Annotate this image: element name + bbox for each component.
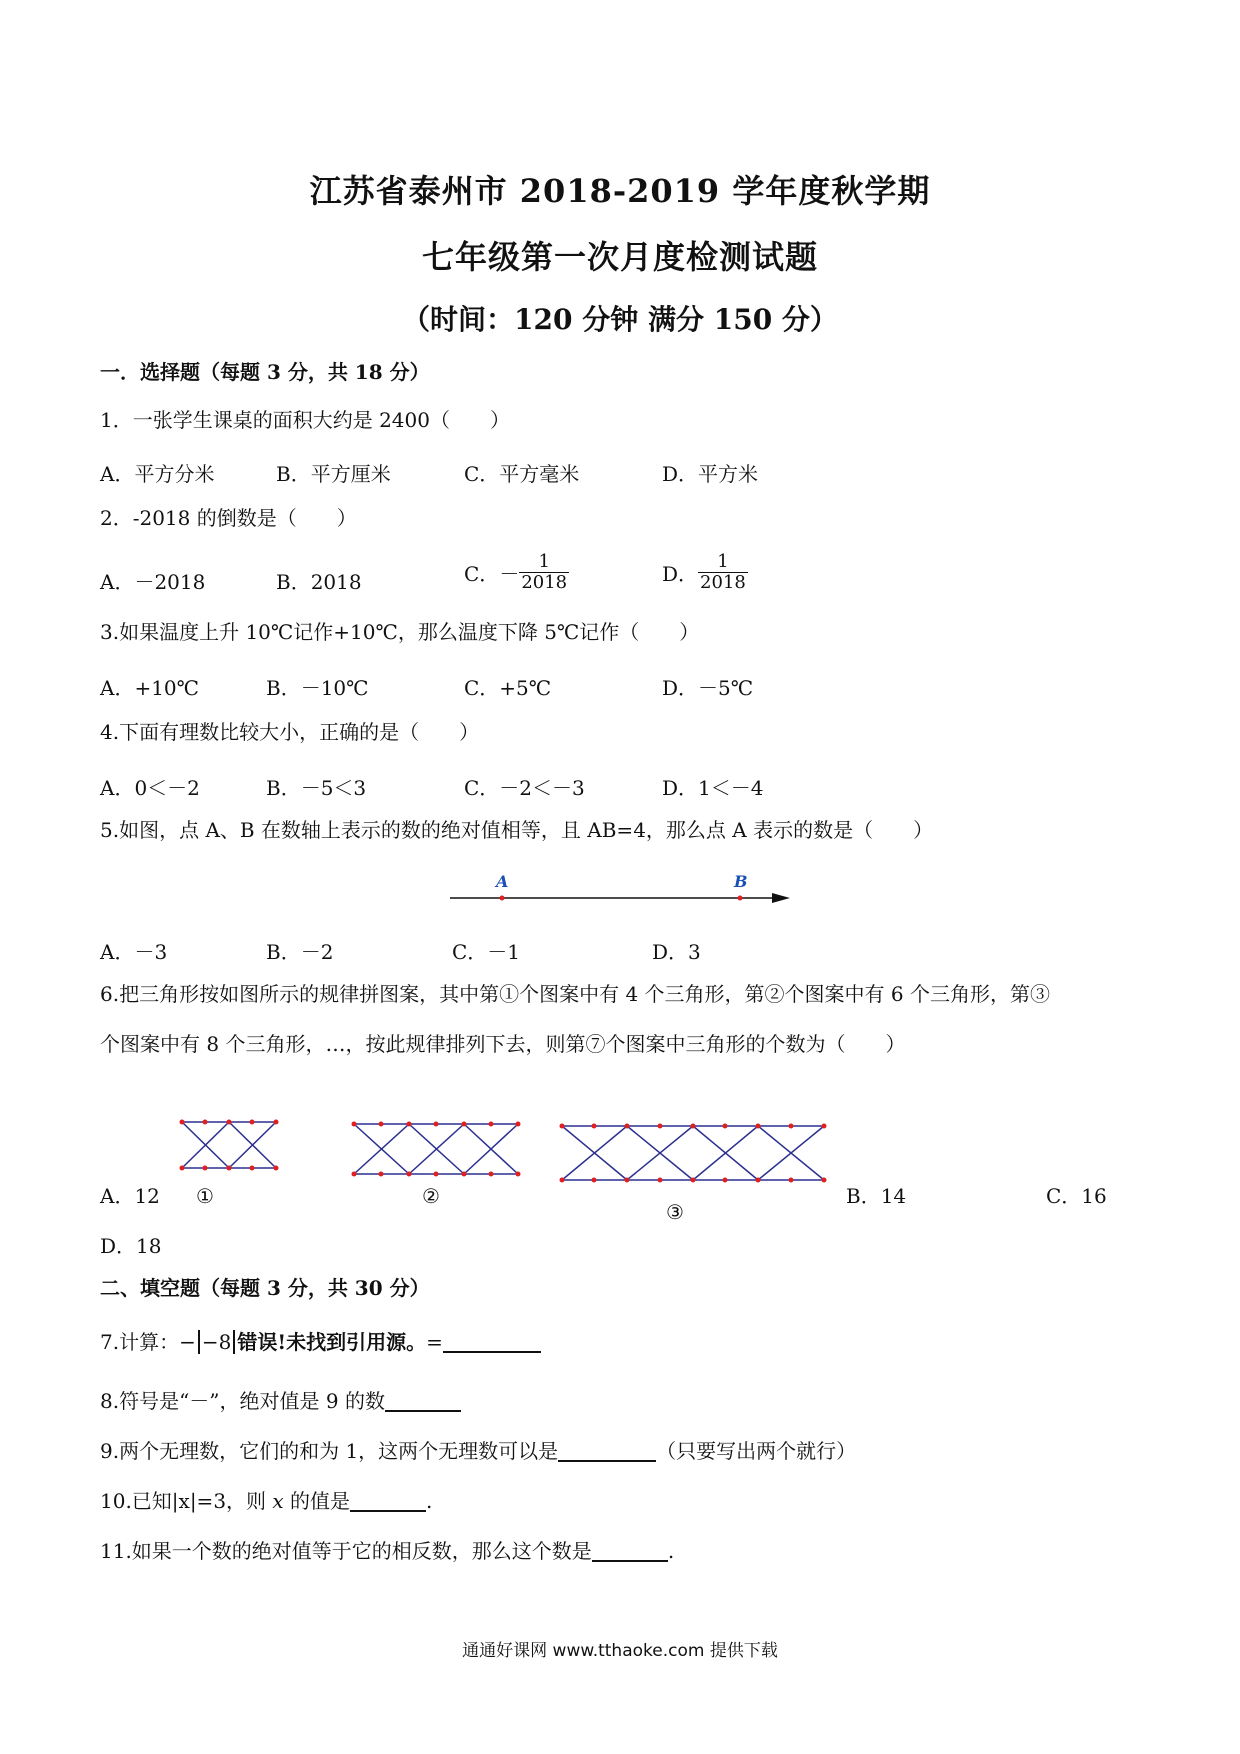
q11-line — [100, 1540, 674, 1562]
q3-option-a: A．+10℃ — [100, 676, 200, 700]
q1-option-c: C．平方毫米 — [464, 462, 580, 486]
point-a-label: A — [496, 872, 509, 891]
q4-option-d: D．1＜－4 — [662, 776, 764, 800]
q3-stem: 3.如果温度上升 10℃记作+10℃，那么温度下降 5℃记作（ ） — [100, 620, 700, 644]
q10-mid: 的值是 — [290, 1489, 351, 1513]
q1-stem: 1．一张学生课桌的面积大约是 2400（ ） — [100, 408, 510, 432]
arrow-head-icon — [772, 893, 790, 903]
q2-option-d — [662, 552, 748, 593]
section2-heading: 二、填空题（每题 3 分，共 30 分） — [100, 1276, 430, 1300]
abs-bar-right — [233, 1330, 235, 1354]
point-b-label: B — [734, 872, 748, 891]
triangle-pattern-2 — [352, 1120, 522, 1180]
q2-option-c-label: C． — [464, 561, 500, 586]
q9-line — [100, 1440, 856, 1462]
q6-option-b: B．14 — [846, 1184, 907, 1208]
triangle-pattern-3 — [560, 1122, 830, 1186]
q2-option-d-fraction — [698, 552, 748, 593]
pattern-label-3: ③ — [666, 1200, 684, 1224]
q6-stem-line2: 个图案中有 8 个三角形，…，按此规律排列下去，则第⑦个图案中三角形的个数为（ ） — [100, 1032, 906, 1056]
q7-answer-blank[interactable] — [443, 1331, 541, 1353]
page-footer: 通通好课网 www.tthaoke.com 提供下载 — [462, 1641, 778, 1661]
q2-option-c-fraction — [519, 552, 569, 593]
q10-prefix: 10.已知|x|=3，则 — [100, 1489, 267, 1513]
fraction-numerator: 1 — [698, 552, 748, 573]
q5-option-b: B．－2 — [266, 940, 334, 964]
q10-variable: x — [272, 1489, 284, 1513]
q9-answer-blank[interactable] — [558, 1440, 656, 1462]
exam-title-line2: 七年级第一次月度检测试题 — [421, 238, 818, 276]
exam-title-line1: 江苏省泰州市 2018-2019 学年度秋学期 — [309, 172, 931, 210]
q7-minus: − — [179, 1330, 196, 1354]
q8-line — [100, 1390, 461, 1412]
q1-option-b: B．平方厘米 — [276, 462, 391, 486]
q7-prefix: 7.计算： — [100, 1330, 180, 1354]
fraction-denominator: 2018 — [700, 571, 746, 593]
fraction-numerator: 1 — [519, 552, 569, 573]
q11-answer-blank[interactable] — [592, 1540, 668, 1562]
exam-time-note: （时间：120 分钟 满分 150 分） — [402, 303, 838, 336]
q2-option-d-label: D． — [662, 561, 699, 586]
q8-answer-blank[interactable] — [385, 1390, 461, 1412]
q4-option-c: C．－2＜－3 — [464, 776, 585, 800]
q4-stem: 4.下面有理数比较大小，正确的是（ ） — [100, 720, 480, 744]
q7-inner: −8 — [201, 1330, 232, 1354]
q7-reference-error: 错误!未找到引用源。 — [237, 1330, 427, 1354]
q2-option-c-sign: － — [499, 561, 520, 586]
q10-suffix: . — [426, 1489, 433, 1513]
q6-stem-line1: 6.把三角形按如图所示的规律拼图案，其中第①个图案中有 4 个三角形，第②个图案中有 6 个三角形，第③ — [100, 982, 1050, 1006]
q4-option-b: B．－5＜3 — [266, 776, 367, 800]
q3-option-d: D．－5℃ — [662, 676, 754, 700]
q2-option-a: A．－2018 — [100, 570, 206, 594]
pattern-label-1: ① — [196, 1184, 214, 1208]
q5-option-d: D．3 — [652, 940, 701, 964]
q2-stem: 2．-2018 的倒数是（ ） — [100, 506, 357, 530]
q11-suffix: . — [667, 1539, 675, 1563]
q8-text: 8.符号是“－”，绝对值是 9 的数 — [100, 1389, 385, 1413]
point-a-marker — [500, 896, 505, 901]
q9-text: 9.两个无理数，它们的和为 1，这两个无理数可以是 — [100, 1439, 559, 1463]
pattern-label-2: ② — [422, 1184, 440, 1208]
q10-line — [100, 1490, 432, 1512]
abs-bar-left — [198, 1330, 200, 1354]
point-b-marker — [738, 896, 743, 901]
q6-option-c: C．16 — [1046, 1184, 1107, 1208]
q6-option-d: D．18 — [100, 1234, 162, 1258]
q9-suffix: （只要写出两个就行） — [656, 1439, 857, 1463]
q11-text: 11.如果一个数的绝对值等于它的相反数，那么这个数是 — [100, 1539, 592, 1563]
q2-option-c — [464, 552, 569, 593]
section1-heading: 一．选择题（每题 3 分，共 18 分） — [100, 360, 430, 384]
q4-option-a: A．0＜－2 — [100, 776, 200, 800]
q10-answer-blank[interactable] — [350, 1490, 426, 1512]
q1-option-d: D．平方米 — [662, 462, 759, 486]
q7-line — [100, 1330, 541, 1354]
q1-option-a: A．平方分米 — [100, 462, 215, 486]
q3-option-b: B．－10℃ — [266, 676, 369, 700]
q6-option-a: A．12 — [100, 1184, 160, 1208]
q5-option-a: A．－3 — [100, 940, 168, 964]
q7-suffix: = — [426, 1330, 443, 1354]
q3-option-c: C．+5℃ — [464, 676, 552, 700]
q5-stem: 5.如图，点 A、B 在数轴上表示的数的绝对值相等，且 AB=4，那么点 A 表示的数是（ ） — [100, 818, 934, 842]
triangle-pattern-1 — [180, 1118, 280, 1174]
fraction-denominator: 2018 — [521, 571, 568, 593]
q2-option-b: B．2018 — [276, 570, 362, 594]
q5-option-c: C．－1 — [452, 940, 521, 964]
